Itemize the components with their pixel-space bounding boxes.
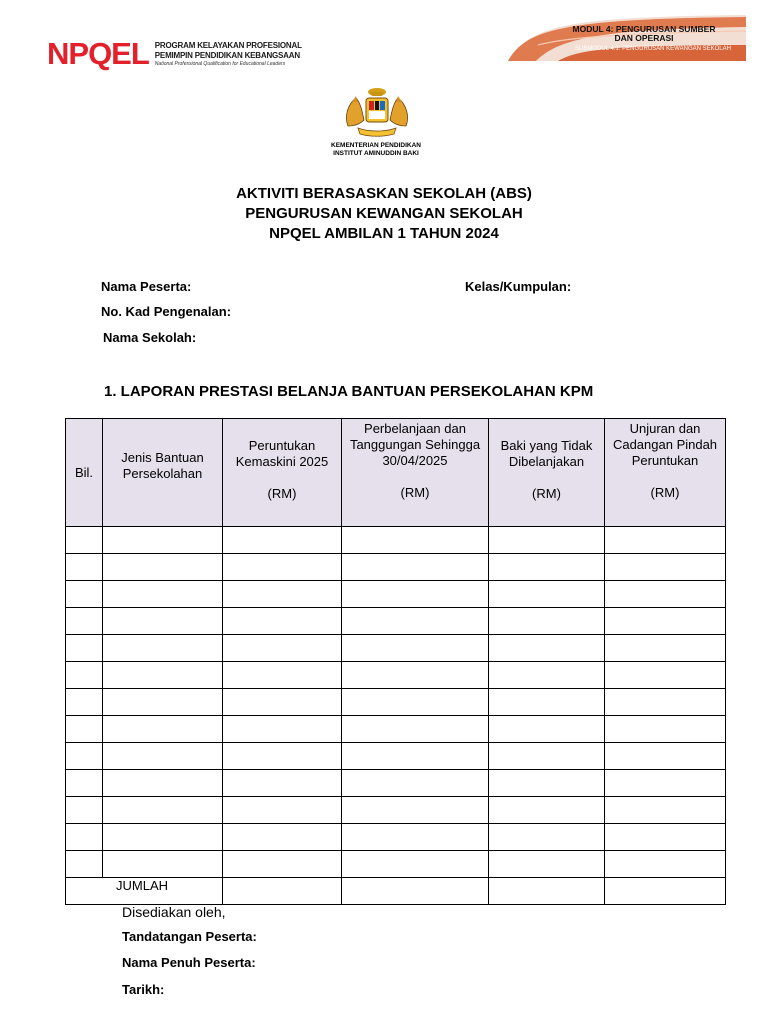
logo-line-2: PEMIMPIN PENDIDIKAN KEBANGSAAN: [154, 50, 300, 60]
table-row: [66, 770, 726, 797]
logo-line-3: National Professional Qualification for Educational Leaders: [154, 60, 286, 67]
table-row: [66, 689, 726, 716]
institute-name: INSTITUT AMINUDDIN BAKI: [333, 150, 419, 157]
col-bil-label: Bil.: [74, 464, 94, 480]
table-cell[interactable]: [489, 581, 605, 608]
table-cell[interactable]: [605, 824, 726, 851]
logo-line-1: PROGRAM KELAYAKAN PROFESIONAL: [154, 40, 302, 50]
table-cell[interactable]: [489, 824, 605, 851]
table-cell[interactable]: [103, 608, 223, 635]
table-row: [66, 797, 726, 824]
logo-subtitle: [155, 41, 302, 68]
table-cell[interactable]: [103, 662, 223, 689]
table-cell[interactable]: [605, 689, 726, 716]
table-cell[interactable]: [103, 554, 223, 581]
logo-wordmark: NPQEL: [47, 36, 149, 71]
table-cell[interactable]: [223, 824, 342, 851]
table-cell[interactable]: [342, 581, 489, 608]
table-cell[interactable]: [342, 716, 489, 743]
field-nama-peserta: Nama Peserta:: [101, 279, 192, 294]
table-row: [66, 635, 726, 662]
col-header-bil: [66, 419, 103, 527]
table-row: [66, 716, 726, 743]
total-row: [66, 878, 726, 905]
table-cell[interactable]: [605, 662, 726, 689]
table-cell[interactable]: [66, 635, 103, 662]
col-header-perbelanjaan: [342, 419, 489, 527]
table-row: [66, 743, 726, 770]
table-row: [66, 581, 726, 608]
module-title-line-2: DAN OPERASI: [614, 33, 674, 43]
table-cell[interactable]: [223, 689, 342, 716]
table-cell[interactable]: [342, 554, 489, 581]
prepared-by: Disediakan oleh,: [122, 904, 226, 920]
col-jenis-label: Jenis Bantuan Persekolahan: [121, 450, 204, 481]
total-cell[interactable]: [342, 878, 489, 905]
col-header-unjuran: [605, 419, 726, 527]
table-cell[interactable]: [223, 797, 342, 824]
table-cell[interactable]: [489, 635, 605, 662]
table-cell[interactable]: [223, 635, 342, 662]
field-nama-sekolah: Nama Sekolah:: [103, 330, 197, 345]
table-cell[interactable]: [489, 608, 605, 635]
table-cell[interactable]: [489, 743, 605, 770]
col-header-jenis: [103, 419, 223, 527]
table-cell[interactable]: [489, 662, 605, 689]
col-baki-label: Baki yang Tidak Dibelanjakan: [500, 438, 593, 469]
table-cell[interactable]: [605, 554, 726, 581]
table-cell[interactable]: [103, 743, 223, 770]
col-peruntukan-unit: (RM): [267, 486, 297, 501]
table-cell[interactable]: [489, 770, 605, 797]
report-table: [65, 418, 726, 905]
doc-title-line-1: AKTIVITI BERASASKAN SEKOLAH (ABS): [236, 185, 532, 202]
table-cell[interactable]: [223, 608, 342, 635]
table-cell[interactable]: [103, 527, 223, 554]
table-cell[interactable]: [66, 770, 103, 797]
col-peruntukan-label: Peruntukan Kemaskini 2025: [235, 438, 329, 469]
table-cell[interactable]: [66, 554, 103, 581]
table-cell[interactable]: [103, 581, 223, 608]
table-cell[interactable]: [223, 716, 342, 743]
table-cell[interactable]: [489, 527, 605, 554]
table-cell[interactable]: [103, 689, 223, 716]
table-cell[interactable]: [66, 662, 103, 689]
table-cell[interactable]: [103, 716, 223, 743]
table-cell[interactable]: [66, 824, 103, 851]
table-cell[interactable]: [605, 743, 726, 770]
table-cell[interactable]: [605, 581, 726, 608]
table-cell[interactable]: [605, 716, 726, 743]
total-label-cell: [66, 878, 223, 905]
table-cell[interactable]: [66, 608, 103, 635]
table-cell[interactable]: [66, 851, 103, 878]
table-cell[interactable]: [489, 689, 605, 716]
coat-of-arms-icon: [340, 86, 414, 138]
submodule-title: SUBMODUL 4.1: PENGURUSAN KEWANGAN SEKOLAH: [575, 46, 731, 52]
table-cell[interactable]: [223, 581, 342, 608]
table-cell[interactable]: [605, 527, 726, 554]
table-body: [66, 527, 726, 878]
table-cell[interactable]: [66, 797, 103, 824]
table-cell[interactable]: [342, 527, 489, 554]
doc-title-line-2: PENGURUSAN KEWANGAN SEKOLAH: [245, 205, 523, 222]
table-row: [66, 527, 726, 554]
table-cell[interactable]: [342, 797, 489, 824]
table-cell[interactable]: [223, 527, 342, 554]
table-cell[interactable]: [342, 635, 489, 662]
col-unjuran-label: Unjuran dan Cadangan Pindah Peruntukan: [612, 421, 718, 468]
col-perbelanjaan-label: Perbelanjaan dan Tanggungan Sehingga 30/04/2025: [349, 421, 481, 468]
table-cell[interactable]: [342, 743, 489, 770]
table-cell[interactable]: [103, 851, 223, 878]
table-cell[interactable]: [66, 743, 103, 770]
table-cell[interactable]: [489, 851, 605, 878]
table-cell[interactable]: [223, 662, 342, 689]
table-row: [66, 554, 726, 581]
table-cell[interactable]: [342, 689, 489, 716]
table-cell[interactable]: [223, 554, 342, 581]
table-header-row: [66, 419, 726, 527]
table-cell[interactable]: [66, 581, 103, 608]
total-cell[interactable]: [489, 878, 605, 905]
table-cell[interactable]: [66, 527, 103, 554]
table-cell[interactable]: [605, 797, 726, 824]
section-heading: 1. LAPORAN PRESTASI BELANJA BANTUAN PERSEKOLAHAN KPM: [104, 383, 594, 400]
table-cell[interactable]: [605, 851, 726, 878]
table-cell[interactable]: [103, 797, 223, 824]
table-cell[interactable]: [605, 635, 726, 662]
table-cell[interactable]: [342, 662, 489, 689]
col-header-peruntukan: [223, 419, 342, 527]
total-cell[interactable]: [605, 878, 726, 905]
table-row: [66, 824, 726, 851]
total-label: JUMLAH: [116, 878, 169, 893]
table-cell[interactable]: [66, 716, 103, 743]
col-unjuran-unit: (RM): [650, 485, 680, 500]
col-perbelanjaan-unit: (RM): [400, 485, 430, 500]
field-kelas-kumpulan: Kelas/Kumpulan:: [465, 279, 572, 294]
full-name-label: Nama Penuh Peserta:: [122, 955, 256, 970]
signature-label: Tandatangan Peserta:: [122, 929, 257, 944]
table-row: [66, 608, 726, 635]
module-banner: [508, 15, 746, 61]
table-cell[interactable]: [223, 851, 342, 878]
ministry-name: KEMENTERIAN PENDIDIKAN: [331, 142, 421, 149]
table-cell[interactable]: [342, 770, 489, 797]
npqel-logo: [47, 36, 302, 72]
module-title-line-1: MODUL 4: PENGURUSAN SUMBER: [572, 24, 716, 34]
table-cell[interactable]: [342, 824, 489, 851]
table-cell[interactable]: [605, 770, 726, 797]
table-cell[interactable]: [605, 608, 726, 635]
table-cell[interactable]: [103, 770, 223, 797]
table-cell[interactable]: [342, 608, 489, 635]
table-cell[interactable]: [489, 716, 605, 743]
table-cell[interactable]: [223, 743, 342, 770]
table-cell[interactable]: [342, 851, 489, 878]
col-baki-unit: (RM): [532, 486, 561, 501]
table-row: [66, 851, 726, 878]
field-no-kad-pengenalan: No. Kad Pengenalan:: [101, 304, 232, 319]
table-cell[interactable]: [489, 797, 605, 824]
table-cell[interactable]: [223, 770, 342, 797]
table-cell[interactable]: [489, 554, 605, 581]
table-cell[interactable]: [103, 635, 223, 662]
col-header-baki: [489, 419, 605, 527]
date-label: Tarikh:: [122, 982, 165, 997]
total-cell[interactable]: [223, 878, 342, 905]
doc-title-line-3: NPQEL AMBILAN 1 TAHUN 2024: [269, 225, 499, 242]
table-row: [66, 662, 726, 689]
table-cell[interactable]: [66, 689, 103, 716]
table-cell[interactable]: [103, 824, 223, 851]
